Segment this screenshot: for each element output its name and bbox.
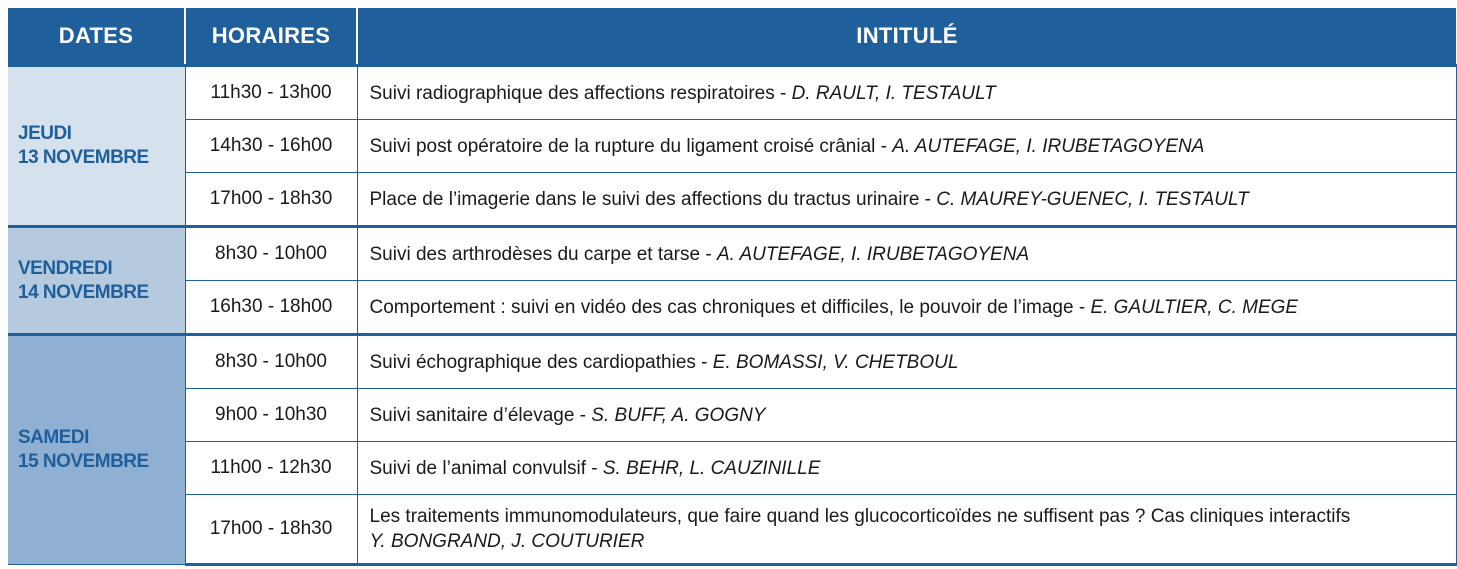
session-speakers: A. AUTEFAGE, I. IRUBETAGOYENA bbox=[892, 135, 1205, 157]
time-cell: 9h00 - 10h30 bbox=[185, 389, 357, 442]
title-cell bbox=[357, 66, 1456, 120]
session-title: Les traitements immunomodulateurs, que faire quand les glucocorticoïdes ne suffisent pas ? Cas cliniques interactifs bbox=[369, 506, 1351, 527]
table-row bbox=[8, 66, 1456, 120]
session-speakers: E. BOMASSI, V. CHETBOUL bbox=[712, 351, 959, 373]
title-cell bbox=[357, 495, 1456, 565]
table-row bbox=[8, 173, 1456, 227]
session-speakers: E. GAULTIER, C. MEGE bbox=[1090, 296, 1299, 318]
title-cell bbox=[357, 335, 1456, 389]
time-cell: 16h30 - 18h00 bbox=[185, 281, 357, 335]
session-title: Comportement : suivi en vidéo des cas chroniques et difficiles, le pouvoir de l’image - bbox=[369, 296, 1091, 318]
time-cell: 11h30 - 13h00 bbox=[185, 66, 357, 120]
date-cell-jeudi bbox=[8, 66, 185, 227]
title-cell bbox=[357, 173, 1456, 227]
table-row bbox=[8, 442, 1456, 495]
table-row bbox=[8, 120, 1456, 173]
title-cell bbox=[357, 281, 1456, 335]
header-horaires: HORAIRES bbox=[185, 8, 357, 66]
session-title: Place de l’imagerie dans le suivi des affections du tractus urinaire - bbox=[369, 188, 937, 210]
time-cell: 17h00 - 18h30 bbox=[185, 173, 357, 227]
session-title: Suivi échographique des cardiopathies - bbox=[369, 351, 713, 373]
session-title: Suivi des arthrodèses du carpe et tarse - bbox=[369, 243, 717, 265]
table-row bbox=[8, 227, 1456, 281]
time-cell: 11h00 - 12h30 bbox=[185, 442, 357, 495]
schedule-table bbox=[8, 8, 1457, 566]
day-name: SAMEDI bbox=[18, 427, 89, 448]
header-dates: DATES bbox=[8, 8, 185, 66]
table-row bbox=[8, 281, 1456, 335]
header-row bbox=[8, 8, 1456, 66]
title-cell bbox=[357, 227, 1456, 281]
day-date: 13 NOVEMBRE bbox=[18, 147, 149, 168]
session-title: Suivi de l’animal convulsif - bbox=[369, 457, 603, 479]
header-intitule: INTITULÉ bbox=[357, 8, 1456, 66]
day-name: VENDREDI bbox=[18, 257, 113, 279]
session-speakers: Y. BONGRAND, J. COUTURIER bbox=[369, 531, 645, 552]
session-speakers: S. BEHR, L. CAUZINILLE bbox=[602, 457, 821, 479]
date-cell-samedi bbox=[8, 335, 185, 565]
table-row bbox=[8, 495, 1456, 565]
table-row bbox=[8, 335, 1456, 389]
table-row bbox=[8, 389, 1456, 442]
session-speakers: C. MAUREY-GUENEC, I. TESTAULT bbox=[936, 188, 1249, 210]
schedule bbox=[8, 8, 1456, 566]
time-cell: 8h30 - 10h00 bbox=[185, 335, 357, 389]
session-speakers: D. RAULT, I. TESTAULT bbox=[791, 82, 996, 104]
day-date: 14 NOVEMBRE bbox=[18, 281, 149, 303]
session-title: Suivi post opératoire de la rupture du ligament croisé crânial - bbox=[369, 135, 893, 157]
day-date: 15 NOVEMBRE bbox=[18, 451, 149, 472]
session-speakers: S. BUFF, A. GOGNY bbox=[591, 404, 766, 426]
time-cell: 17h00 - 18h30 bbox=[185, 495, 357, 565]
date-cell-vendredi bbox=[8, 227, 185, 335]
session-title: Suivi sanitaire d’élevage - bbox=[369, 404, 592, 426]
session-title: Suivi radiographique des affections respiratoires - bbox=[369, 82, 792, 104]
title-cell bbox=[357, 389, 1456, 442]
time-cell: 8h30 - 10h00 bbox=[185, 227, 357, 281]
title-cell bbox=[357, 442, 1456, 495]
day-name: JEUDI bbox=[18, 123, 72, 144]
time-cell: 14h30 - 16h00 bbox=[185, 120, 357, 173]
session-speakers: A. AUTEFAGE, I. IRUBETAGOYENA bbox=[716, 243, 1030, 265]
title-cell bbox=[357, 120, 1456, 173]
